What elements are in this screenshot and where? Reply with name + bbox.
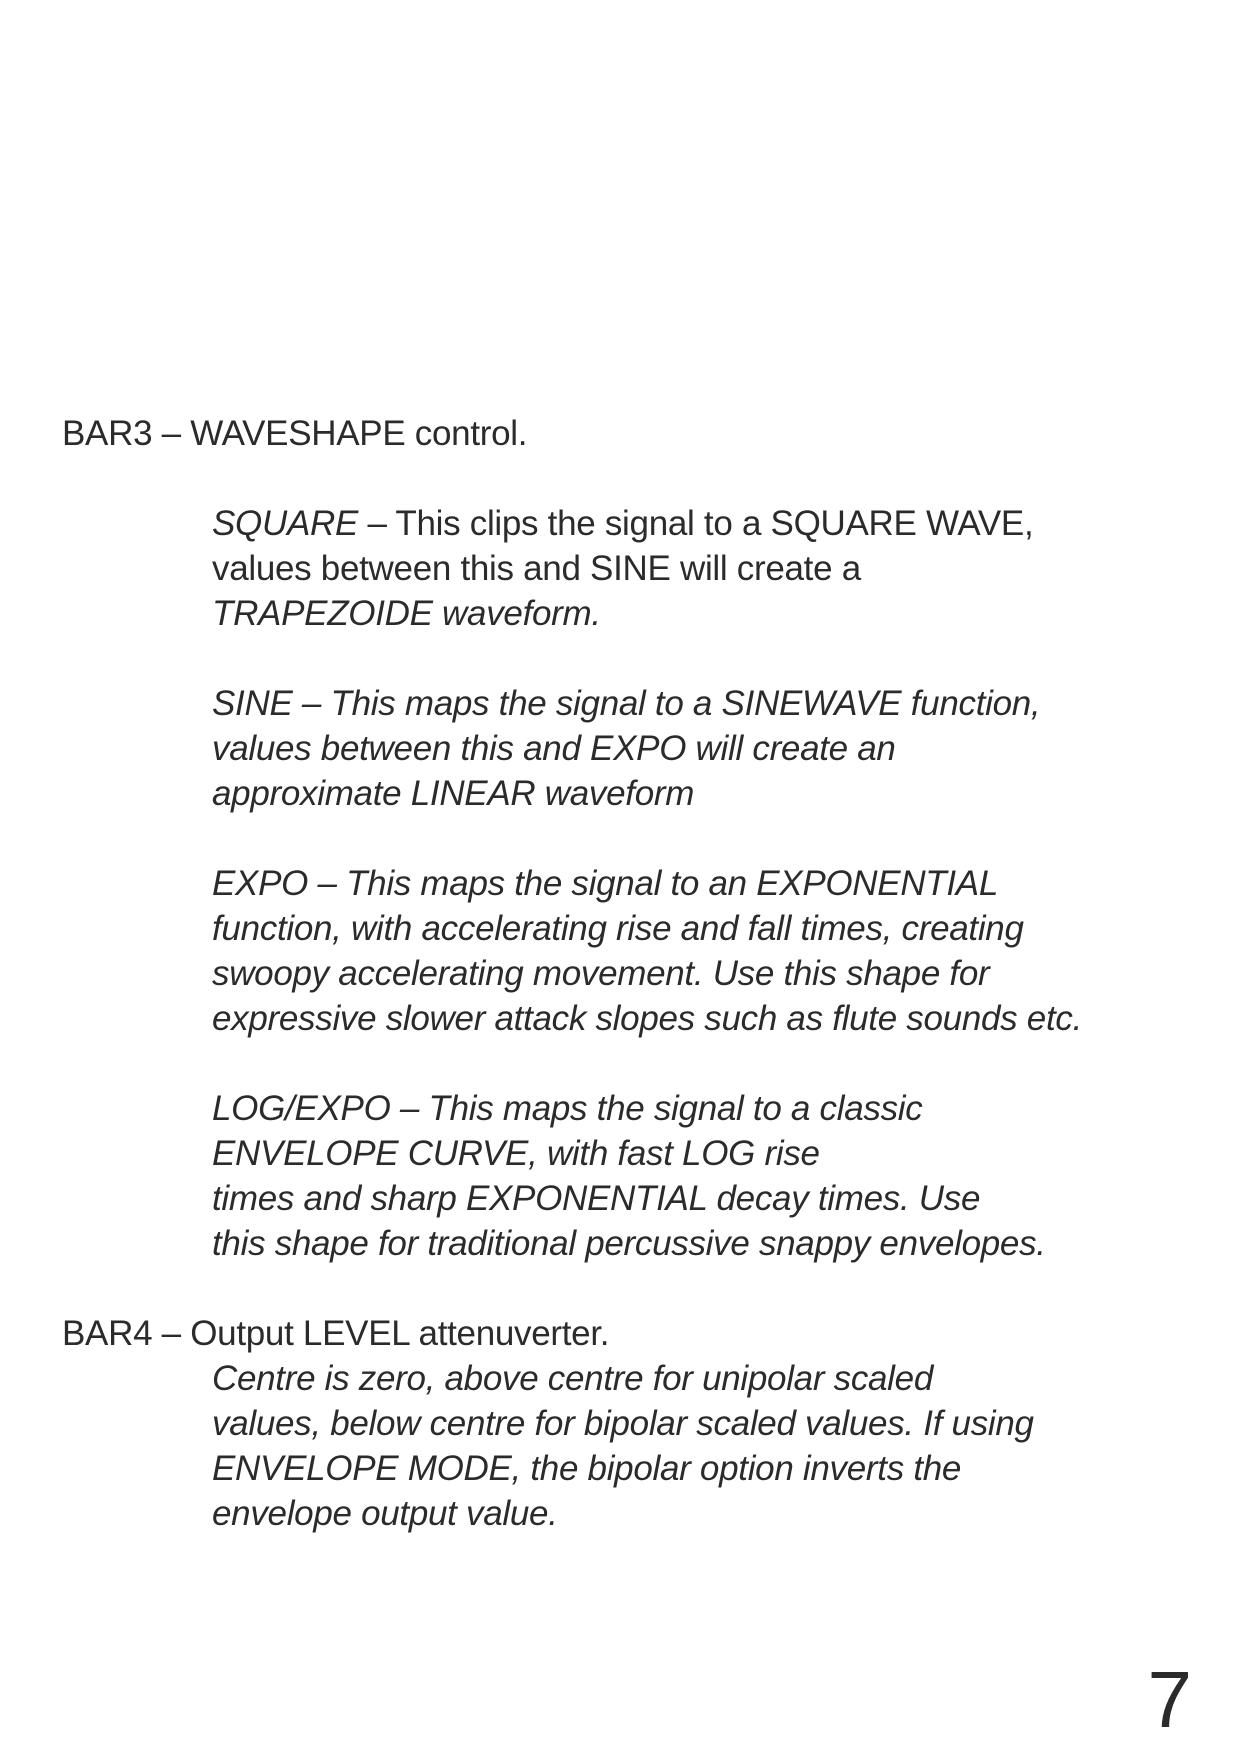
square-term: SQUARE — [212, 504, 359, 543]
square-description-line-2: values between this and SINE will create a — [212, 549, 861, 588]
logexpo-term: LOG/EXPO — [212, 1089, 391, 1128]
sine-term: SINE — [212, 684, 293, 723]
sine-line1-text: – This maps the signal to a SINEWAVE function, — [292, 684, 1041, 723]
square-description-line-1 — [212, 501, 1033, 546]
bar4-description-line-2: values, below centre for bipolar scaled values. If using — [212, 1404, 1034, 1443]
logexpo-description-line-3: times and sharp EXPONENTIAL decay times. Use — [212, 1179, 981, 1218]
logexpo-description-line-4: this shape for traditional percussive snappy envelopes. — [212, 1224, 1046, 1263]
square-line1-text: – This clips the signal to a SQUARE WAVE, — [358, 504, 1034, 543]
sine-description-line-2: values between this and EXPO will create an — [212, 729, 896, 768]
page-number: 7 — [1147, 1655, 1192, 1744]
square-description-line-3: TRAPEZOIDE waveform. — [212, 594, 601, 633]
expo-description-line-4: expressive slower attack slopes such as flute sounds etc. — [212, 999, 1083, 1038]
logexpo-line1-text: – This maps the signal to a classic — [390, 1089, 923, 1128]
bar4-description-line-4: envelope output value. — [212, 1494, 558, 1533]
sine-description-line-1 — [212, 681, 1040, 726]
expo-description-line-3: swoopy accelerating movement. Use this shape for — [212, 954, 990, 993]
bar3-heading: BAR3 – WAVESHAPE control. — [62, 414, 528, 453]
bar4-description-line-3: ENVELOPE MODE, the bipolar option inverts the — [212, 1449, 962, 1488]
bar4-description-line-1: Centre is zero, above centre for unipolar scaled — [212, 1359, 933, 1398]
logexpo-description-line-1 — [212, 1086, 922, 1131]
expo-description-line-2: function, with accelerating rise and fall times, creating — [212, 909, 1024, 948]
expo-term: EXPO — [212, 864, 309, 903]
expo-line1-text: – This maps the signal to an EXPONENTIAL — [308, 864, 999, 903]
sine-description-line-3: approximate LINEAR waveform — [212, 774, 695, 813]
logexpo-description-line-2: ENVELOPE CURVE, with fast LOG rise — [212, 1134, 820, 1173]
expo-description-line-1 — [212, 861, 998, 906]
bar4-heading: BAR4 – Output LEVEL attenuverter. — [62, 1314, 610, 1353]
